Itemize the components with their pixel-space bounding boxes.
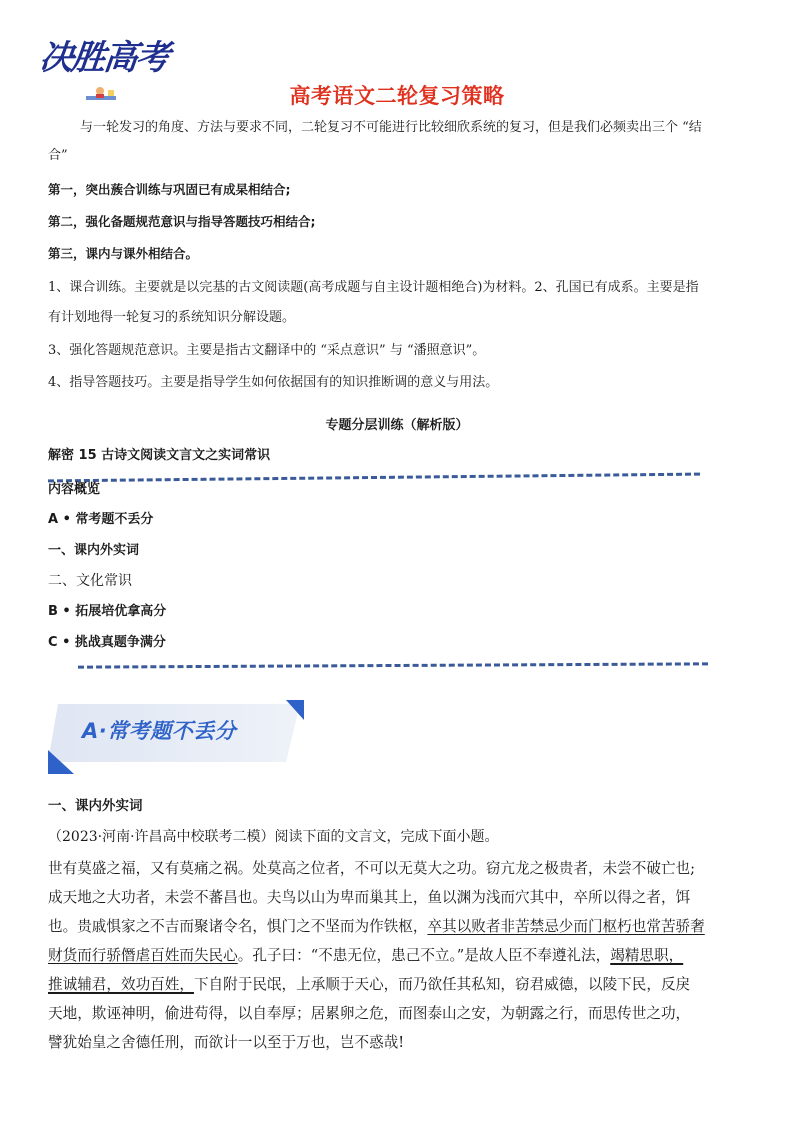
page-title: 高考语文二轮复习策略 <box>289 84 505 108</box>
underlined-sentence-2b: 推诚辅君，效功百姓， <box>48 976 194 993</box>
passage-line-5-text: 下自附于民氓，上承顺于天心，而乃欲任其私知，窃君威德，以陵下民，反戾 <box>193 976 691 993</box>
passage-line-3-text: 也。贵戚惧家之不吉而聚诸令名，惧门之不坚而为作铁枢， <box>48 918 428 935</box>
dashed-divider-top <box>48 473 700 483</box>
passage-line-2: 成天地之大功者，未尝不蕃昌也。夫鸟以山为卑而巢其上，鱼以渊为浅而穴其中，卒所以得之者，饵 <box>48 889 691 906</box>
detail-line-3: 3、强化答题规范意识。主要是指古文翻译中的 “采点意识” 与 “潘照意识”。 <box>48 343 486 358</box>
logo-text: 决胜高考 <box>37 38 170 78</box>
underlined-sentence-1a: 卒其以败者非苦禁忌少而门枢朽也常苦骄奢 <box>427 918 705 935</box>
point-3: 第三，课内与课外相结合。 <box>48 246 199 261</box>
banner-text: A·常考题不丢分 <box>82 719 237 743</box>
overview-item-1: 一、课内外实词 <box>48 543 140 558</box>
source-line: （2023·河南·许昌高中校联考二模）阅读下面的文言文，完成下面小题。 <box>48 829 499 845</box>
underlined-sentence-2a: 竭精思职， <box>610 947 684 964</box>
part1-heading: 一、课内外实词 <box>48 798 143 814</box>
passage-line-4-text: 。孔子曰：“不患无位，患己不立。”是故人臣不奉遵礼法， <box>237 947 611 964</box>
passage-line-5 <box>48 970 768 999</box>
underlined-sentence-1b: 财货而行骄僭虐百姓而失民心 <box>48 947 238 964</box>
overview-item-a: A • 常考题不丢分 <box>48 512 154 527</box>
section-title: 专题分层训练（解析版） <box>325 418 469 433</box>
passage <box>48 854 768 1057</box>
point-1: 第一，突出蔟合训练与巩固已有成杲相结合; <box>48 182 291 197</box>
passage-line-1: 世有莫盛之福，又有莫痛之祸。处莫高之位者，不可以无莫大之功。窃亢龙之极贵者，未尝不破亡也; <box>48 860 696 877</box>
passage-line-4 <box>48 941 768 970</box>
overview-item-b: B • 拓展培优拿高分 <box>48 604 167 619</box>
overview-item-2: 二、文化常识 <box>48 573 132 589</box>
point-2: 第二，强化备题规范意识与指导答题技巧相结合; <box>48 214 316 229</box>
overview-item-c: C • 挑战真题争满分 <box>48 635 166 650</box>
detail-line-1: 1、课合训练。主要就是以完基的古文阅读题(高考成题与自主设计题相绝合)为材料。2、孔国已有成系。主要是指 <box>48 280 699 295</box>
dashed-divider-bottom <box>78 662 708 668</box>
intro-line-1: 与一轮发习的角度、方法与要求不同，二轮复习不可能进行比较细欣系统的复习，但是我们必频卖出三个 “结 <box>80 120 702 135</box>
intro-line-2: 合” <box>48 148 68 163</box>
detail-line-2: 有计划地得一轮复习的系统知识分解设题。 <box>48 310 296 325</box>
overview-heading: 内容概览 <box>48 482 101 497</box>
detail-line-4: 4、指导答题技巧。主要是指导学生如何依据国有的知识推断调的意义与用法。 <box>48 375 499 390</box>
passage-line-3 <box>48 912 768 941</box>
passage-line-6: 天地，欺诬神明，偷进苟得，以自奉厚；居累卵之危，而图泰山之安，为朝露之行，而思传世之功， <box>48 1005 691 1022</box>
secret-title: 解密 15 古诗文阅读文言文之实词常识 <box>48 448 271 463</box>
passage-line-7: 譬犹始皇之舍德任刑，而欲计一以至于万也，岂不惑哉! <box>48 1034 405 1051</box>
